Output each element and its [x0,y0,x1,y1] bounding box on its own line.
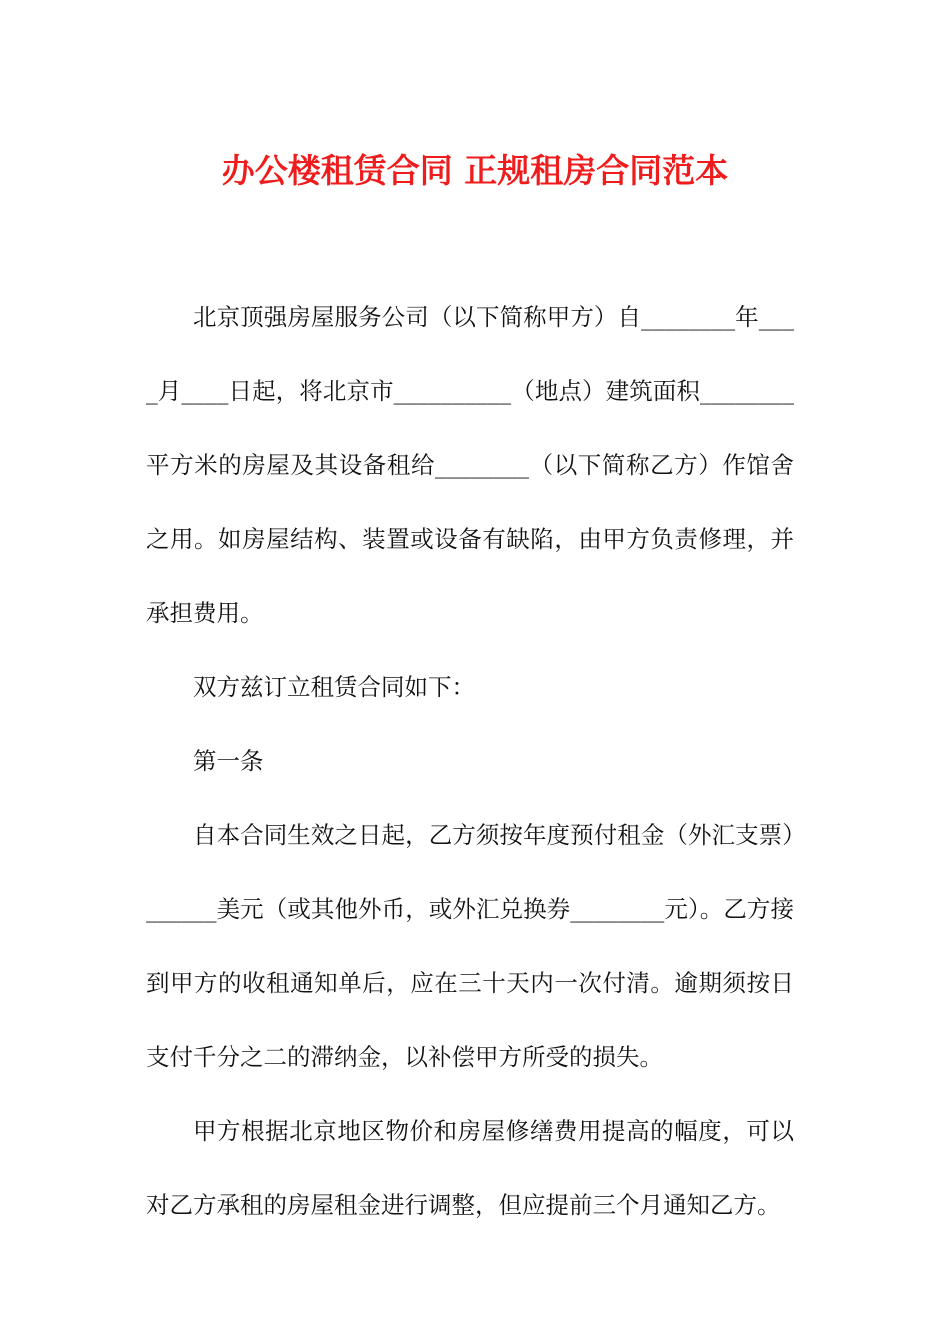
paragraph-agreement-statement: 双方兹订立租赁合同如下： [193,673,475,701]
document-body [146,280,794,1242]
document-title: 办公楼租赁合同 正规租房合同范本 [221,151,729,190]
paragraph-lease-intro: 北京顶强房屋服务公司（以下简称甲方）自________年____月____日起，将北京市__________（地点）建筑面积________平方米的房屋及其设备租给________（以下简称乙方）作馆舍之用。如房屋结构、装置或设备有缺陷，由甲方负责修理，并承担费用。 [146,303,794,627]
article-one-heading: 第一条 [193,747,264,775]
paragraph-rent-payment: 自本合同生效之日起，乙方须按年度预付租金（外汇支票）______美元（或其他外币，或外汇兑换券________元）。乙方接到甲方的收租通知单后，应在三十天内一次付清。逾期须按日支付千分之二的滞纳金，以补偿甲方所受的损失。 [146,821,794,1071]
paragraph-rent-adjustment: 甲方根据北京地区物价和房屋修缮费用提高的幅度，可以对乙方承租的房屋租金进行调整，但应提前三个月通知乙方。 [146,1117,794,1219]
